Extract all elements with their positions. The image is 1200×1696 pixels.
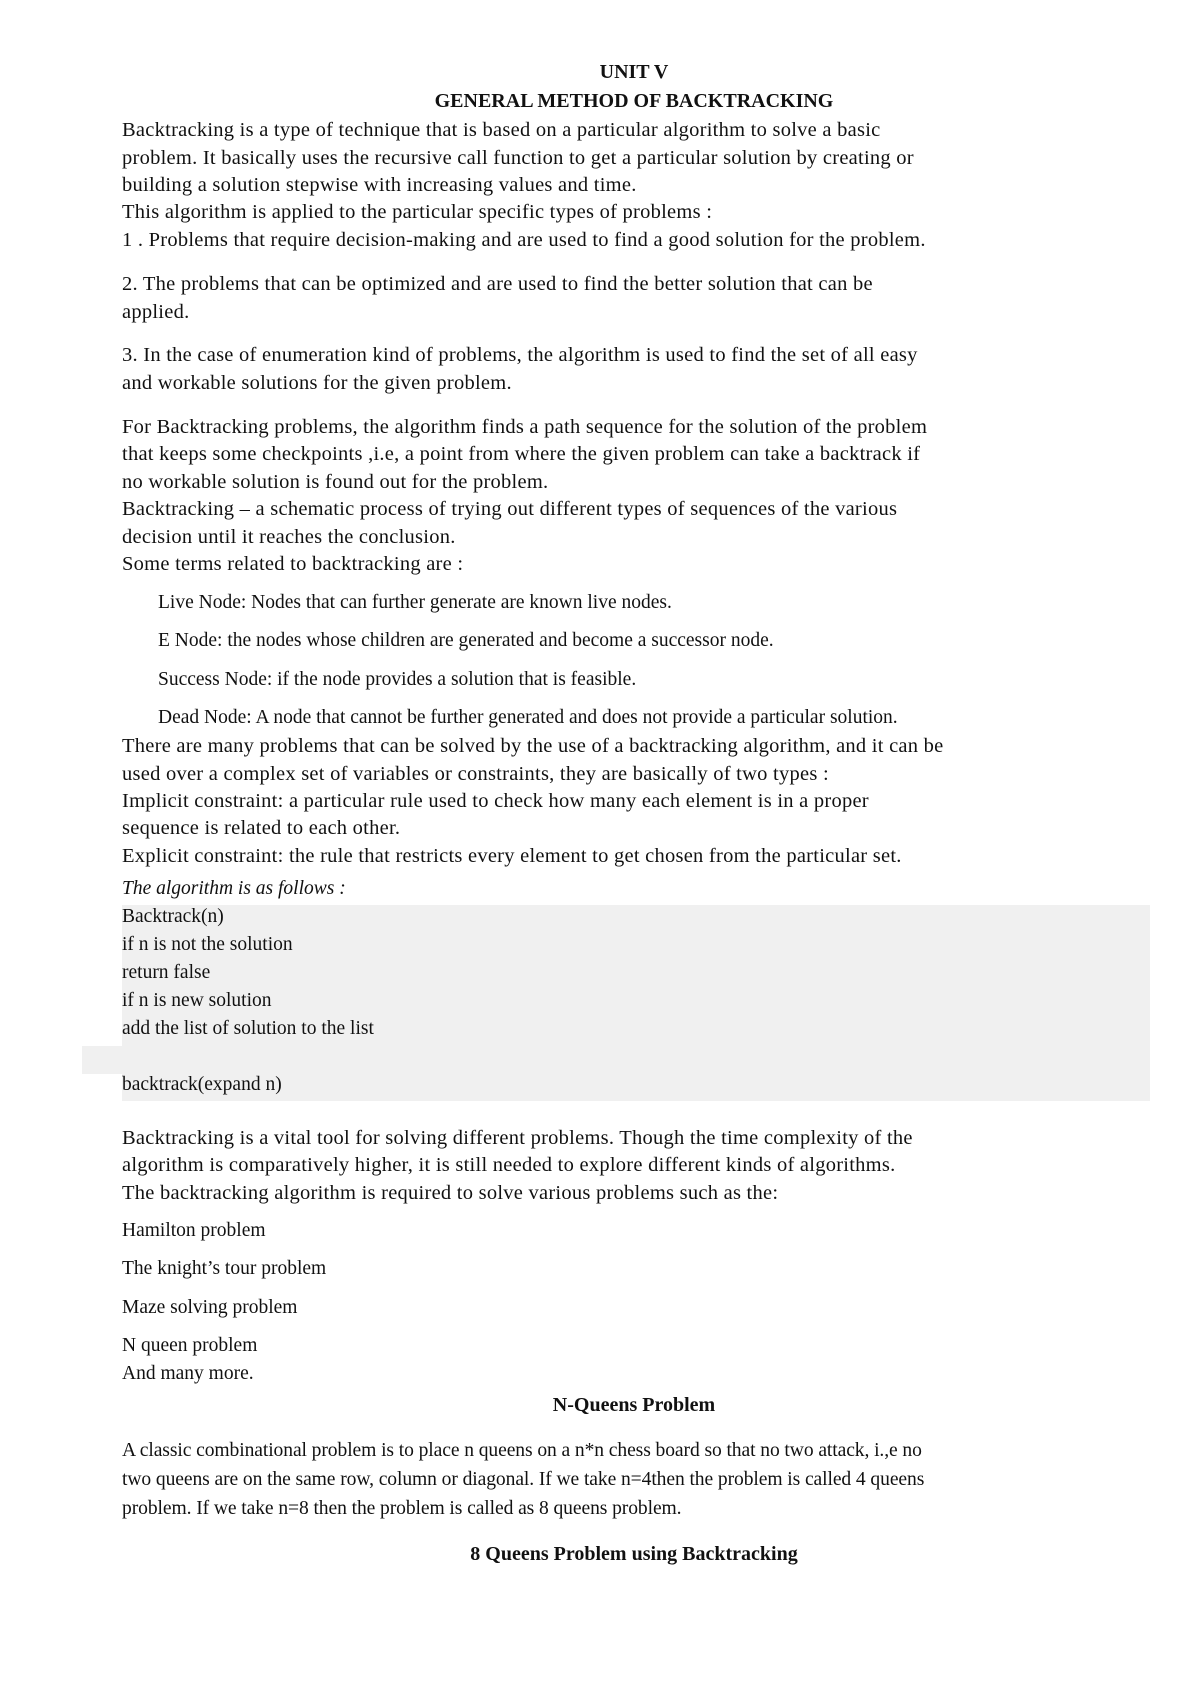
paragraph-line: two queens are on the same row, column or diagonal. If we take n=4then the problem is called 4 queens bbox=[122, 1469, 925, 1490]
code-block-background-notch bbox=[82, 1046, 126, 1074]
paragraph-line: Backtracking – a schematic process of trying out different types of sequences of the various bbox=[122, 498, 898, 520]
intro-line: building a solution stepwise with increasing values and time. bbox=[122, 174, 637, 196]
unit-heading: UNIT V bbox=[599, 61, 669, 83]
code-line: Backtrack(n) bbox=[122, 906, 224, 927]
list-item-3: 3. In the case of enumeration kind of problems, the algorithm is used to find the set of all easy bbox=[122, 344, 918, 366]
list-item-1: 1 . Problems that require decision-making and are used to find a good solution for the problem. bbox=[122, 229, 926, 251]
term-live-node: Live Node: Nodes that can further generate are known live nodes. bbox=[158, 592, 672, 613]
section-heading-8queens: 8 Queens Problem using Backtracking bbox=[470, 1543, 798, 1565]
paragraph-line: that keeps some checkpoints ,i.e, a point from where the given problem can take a backtrack if bbox=[122, 443, 921, 465]
paragraph-line: algorithm is comparatively higher, it is still needed to explore different kinds of algorithms. bbox=[122, 1154, 896, 1176]
list-item: Hamilton problem bbox=[122, 1220, 266, 1241]
explicit-constraint: Explicit constraint: the rule that restricts every element to get chosen from the particular set. bbox=[122, 845, 902, 867]
intro-line: problem. It basically uses the recursive call function to get a particular solution by creating or bbox=[122, 147, 914, 169]
code-line: if n is not the solution bbox=[122, 934, 293, 955]
code-line: return false bbox=[122, 962, 211, 983]
list-item: And many more. bbox=[122, 1363, 254, 1384]
implicit-constraint-cont: sequence is related to each other. bbox=[122, 817, 401, 839]
paragraph-line: used over a complex set of variables or constraints, they are basically of two types : bbox=[122, 763, 829, 785]
code-line: backtrack(expand n) bbox=[122, 1074, 282, 1095]
paragraph-line: problem. If we take n=8 then the problem is called as 8 queens problem. bbox=[122, 1498, 682, 1519]
list-item: Maze solving problem bbox=[122, 1297, 298, 1318]
intro-line: This algorithm is applied to the particular specific types of problems : bbox=[122, 201, 713, 223]
code-line: if n is new solution bbox=[122, 990, 272, 1011]
paragraph-line: no workable solution is found out for the problem. bbox=[122, 471, 549, 493]
paragraph-line: A classic combinational problem is to place n queens on a n*n chess board so that no two attack, i.,e no bbox=[122, 1440, 922, 1461]
paragraph-line: For Backtracking problems, the algorithm finds a path sequence for the solution of the problem bbox=[122, 416, 928, 438]
list-item: The knight’s tour problem bbox=[122, 1258, 327, 1279]
paragraph-line: The backtracking algorithm is required to solve various problems such as the: bbox=[122, 1182, 779, 1204]
term-success-node: Success Node: if the node provides a solution that is feasible. bbox=[158, 669, 637, 690]
page-title: GENERAL METHOD OF BACKTRACKING bbox=[434, 90, 834, 112]
paragraph-line: There are many problems that can be solved by the use of a backtracking algorithm, and it can be bbox=[122, 735, 944, 757]
list-item: N queen problem bbox=[122, 1335, 258, 1356]
implicit-constraint: Implicit constraint: a particular rule used to check how many each element is in a proper bbox=[122, 790, 869, 812]
intro-line: Backtracking is a type of technique that is based on a particular algorithm to solve a basic bbox=[122, 119, 881, 141]
paragraph-line: decision until it reaches the conclusion. bbox=[122, 526, 456, 548]
term-e-node: E Node: the nodes whose children are generated and become a successor node. bbox=[158, 630, 774, 651]
list-item-3-cont: and workable solutions for the given problem. bbox=[122, 372, 512, 394]
paragraph-line: Backtracking is a vital tool for solving different problems. Though the time complexity of the bbox=[122, 1127, 913, 1149]
algorithm-label: The algorithm is as follows : bbox=[122, 878, 346, 899]
list-item-2-cont: applied. bbox=[122, 301, 190, 323]
paragraph-line: Some terms related to backtracking are : bbox=[122, 553, 464, 575]
section-heading-nqueens: N-Queens Problem bbox=[552, 1394, 716, 1416]
term-dead-node: Dead Node: A node that cannot be further generated and does not provide a particular solution. bbox=[158, 707, 898, 728]
list-item-2: 2. The problems that can be optimized and are used to find the better solution that can be bbox=[122, 273, 873, 295]
code-line: add the list of solution to the list bbox=[122, 1018, 374, 1039]
